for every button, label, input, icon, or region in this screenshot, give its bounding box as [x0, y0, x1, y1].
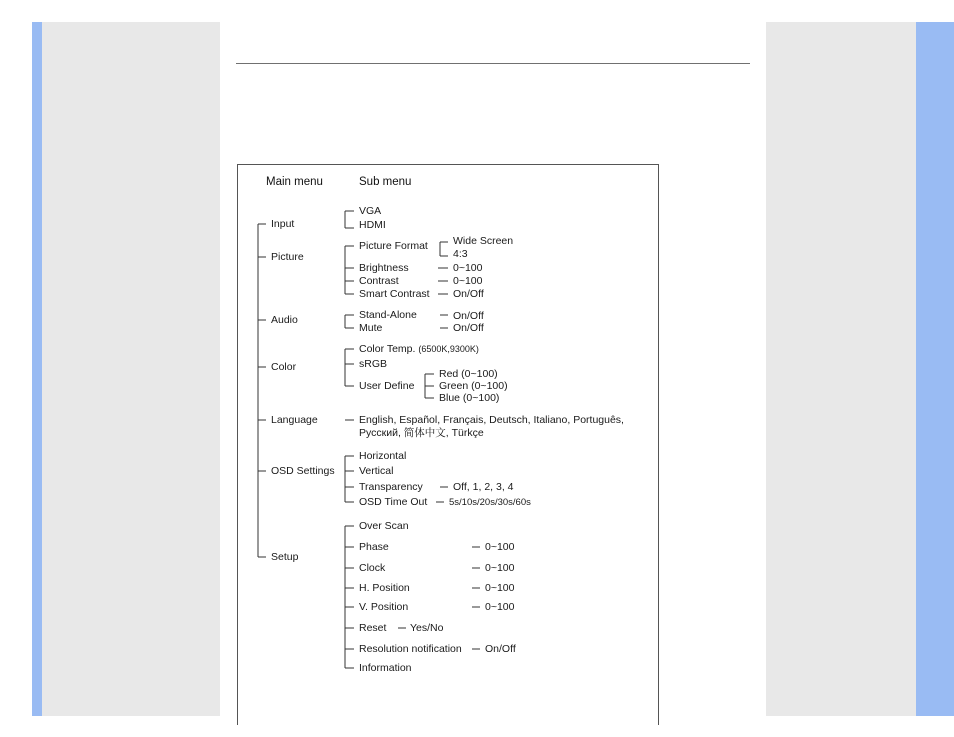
osd-time-out-values: 5s/10s/20s/30s/60s — [449, 497, 531, 508]
main-item-setup: Setup — [271, 551, 299, 563]
sub-item-clock: Clock — [359, 562, 386, 574]
sub-item-hdmi: HDMI — [359, 219, 386, 231]
sub-item-vga: VGA — [359, 205, 382, 217]
sub-item-h-position: H. Position — [359, 582, 410, 594]
sub-item-srgb: sRGB — [359, 358, 388, 370]
main-menu-header: Main menu — [266, 176, 323, 188]
smart-contrast-value: On/Off — [453, 288, 484, 300]
color-temp-options: (6500K,9300K) — [418, 344, 479, 354]
sub-item-picture-format: Picture Format — [359, 240, 428, 252]
main-item-picture: Picture — [271, 251, 304, 263]
brightness-range: 0~100 — [453, 262, 483, 274]
sub-item-resolution-notification: Resolution notification — [359, 643, 462, 655]
stand-alone-value: On/Off — [453, 310, 484, 322]
sub-item-color-temp: Color Temp. (6500K,9300K) — [359, 343, 479, 355]
main-item-input: Input — [271, 218, 295, 230]
sub-item-v-position: V. Position — [359, 601, 409, 613]
sub-item-vertical: Vertical — [359, 465, 394, 477]
sub-item-mute: Mute — [359, 322, 383, 334]
main-item-color: Color — [271, 361, 297, 373]
sub-item-osd-time-out: OSD Time Out — [359, 496, 428, 508]
sub-item-reset: Reset — [359, 622, 387, 634]
sub-item-horizontal: Horizontal — [359, 450, 407, 462]
language-list-line-2: Русский, 简体中文, Türkçe — [359, 427, 484, 439]
phase-range: 0~100 — [485, 541, 515, 553]
sub-item-phase: Phase — [359, 541, 389, 553]
sub-menu-header: Sub menu — [359, 176, 412, 188]
main-item-audio: Audio — [271, 314, 298, 326]
sub-item-contrast: Contrast — [359, 275, 399, 287]
clock-range: 0~100 — [485, 562, 515, 574]
option-blue: Blue (0~100) — [439, 392, 500, 404]
option-green: Green (0~100) — [439, 380, 508, 392]
sub-item-user-define: User Define — [359, 380, 415, 392]
language-list-line-1: English, Español, Français, Deutsch, Italiano, Português, — [359, 414, 624, 426]
sub-item-transparency: Transparency — [359, 481, 423, 493]
sub-item-stand-alone: Stand-Alone — [359, 309, 417, 321]
option-red: Red (0~100) — [439, 368, 498, 380]
mute-value: On/Off — [453, 322, 484, 334]
sub-item-information: Information — [359, 662, 412, 674]
transparency-values: Off, 1, 2, 3, 4 — [453, 481, 514, 493]
sub-item-smart-contrast: Smart Contrast — [359, 288, 430, 300]
h-position-range: 0~100 — [485, 582, 515, 594]
contrast-range: 0~100 — [453, 275, 483, 287]
reset-value: Yes/No — [410, 622, 444, 634]
main-item-osd-settings: OSD Settings — [271, 465, 335, 477]
sub-item-over-scan: Over Scan — [359, 520, 409, 532]
sub-item-brightness: Brightness — [359, 262, 409, 274]
main-item-language: Language — [271, 414, 318, 426]
option-4-3: 4:3 — [453, 248, 468, 260]
v-position-range: 0~100 — [485, 601, 515, 613]
option-wide-screen: Wide Screen — [453, 235, 514, 247]
resolution-notification-value: On/Off — [485, 643, 516, 655]
